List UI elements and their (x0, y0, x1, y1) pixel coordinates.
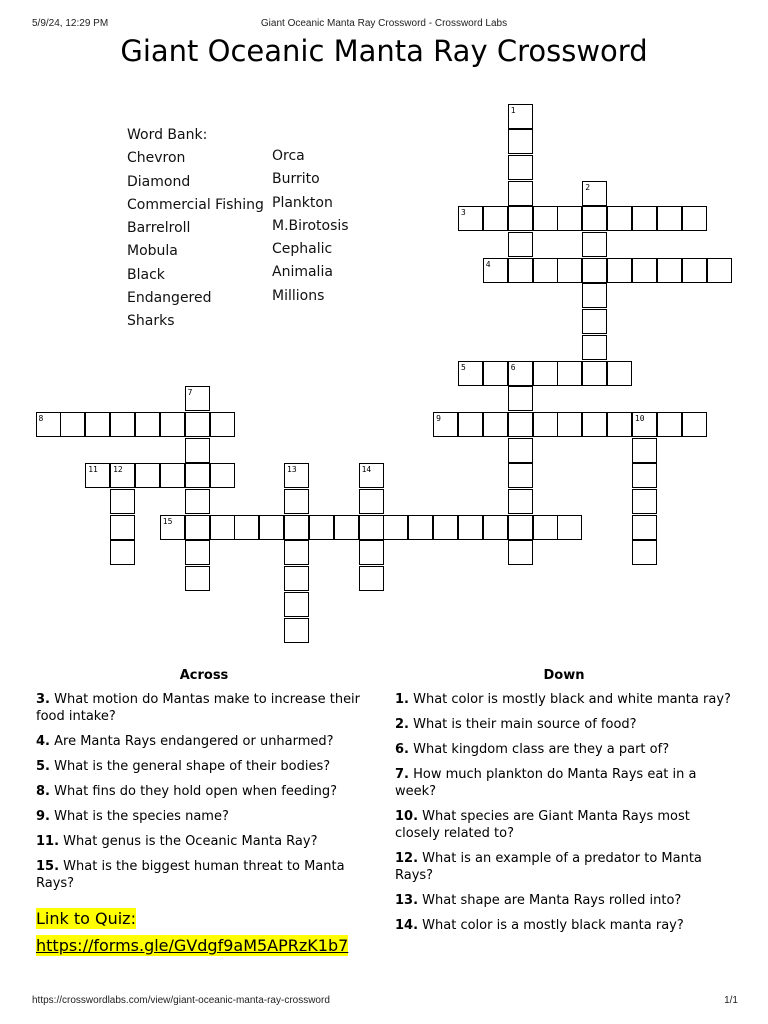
grid-cell[interactable] (508, 463, 533, 488)
cell-number: 4 (485, 259, 491, 269)
clue-number: 4. (36, 734, 50, 749)
grid-cell[interactable] (259, 515, 284, 540)
clue-across-5 (36, 758, 374, 775)
grid-cell[interactable] (582, 412, 607, 437)
clue-across-3 (36, 691, 374, 725)
cell-number: 7 (187, 388, 193, 398)
clue-across-11 (36, 833, 374, 850)
grid-cell[interactable] (210, 412, 235, 437)
across-clue-list (36, 691, 374, 900)
clue-number: 10. (395, 809, 419, 824)
grid-cell[interactable] (682, 258, 707, 283)
cell-number: 3 (461, 208, 466, 218)
cell-number: 15 (162, 516, 173, 526)
grid-cell[interactable] (284, 618, 309, 643)
grid-cell[interactable] (483, 258, 508, 283)
down-heading: Down (543, 668, 585, 683)
cell-number: 10 (634, 413, 645, 423)
word-bank-word: Mobula (127, 243, 178, 260)
grid-cell[interactable] (433, 412, 458, 437)
clue-text: What species are Giant Manta Rays most closely related to? (395, 809, 690, 841)
grid-cell[interactable] (135, 463, 160, 488)
grid-cell[interactable] (284, 489, 309, 514)
grid-cell[interactable] (533, 412, 558, 437)
word-bank-word: Black (127, 266, 165, 283)
grid-cell[interactable] (160, 463, 185, 488)
grid-cell[interactable] (557, 258, 582, 283)
grid-cell[interactable] (359, 540, 384, 565)
grid-cell[interactable] (110, 463, 135, 488)
quiz-link-label: Link to Quiz: (36, 909, 136, 928)
grid-cell[interactable] (557, 361, 582, 386)
grid-cell[interactable] (607, 206, 632, 231)
grid-cell[interactable] (508, 104, 533, 129)
cell-number: 14 (361, 465, 372, 475)
grid-cell[interactable] (483, 412, 508, 437)
print-page-number: 1/1 (724, 995, 738, 1006)
print-tab-title: Giant Oceanic Manta Ray Crossword - Crossword Labs (260, 18, 508, 29)
grid-cell[interactable] (607, 412, 632, 437)
clue-across-15 (36, 858, 374, 892)
clue-down-2 (395, 716, 733, 733)
grid-cell[interactable] (632, 540, 657, 565)
clue-down-1 (395, 691, 733, 708)
grid-cell[interactable] (607, 361, 632, 386)
grid-cell[interactable] (508, 386, 533, 411)
grid-cell[interactable] (359, 515, 384, 540)
clue-text: What is an example of a predator to Manta Rays? (395, 851, 702, 883)
cell-number: 5 (461, 362, 466, 372)
grid-cell[interactable] (582, 309, 607, 334)
grid-cell[interactable] (483, 515, 508, 540)
grid-cell[interactable] (359, 489, 384, 514)
grid-cell[interactable] (110, 489, 135, 514)
clue-number: 13. (395, 893, 419, 908)
word-bank-word: Animalia (272, 264, 333, 281)
grid-cell[interactable] (185, 386, 210, 411)
word-bank-word: Diamond (127, 173, 191, 190)
clue-down-6 (395, 741, 733, 758)
grid-cell[interactable] (582, 232, 607, 257)
grid-cell[interactable] (632, 515, 657, 540)
grid-cell[interactable] (557, 515, 582, 540)
grid-cell[interactable] (135, 412, 160, 437)
grid-cell[interactable] (582, 206, 607, 231)
grid-cell[interactable] (707, 258, 732, 283)
clue-down-12 (395, 850, 733, 884)
grid-cell[interactable] (632, 438, 657, 463)
grid-cell[interactable] (533, 206, 558, 231)
grid-cell[interactable] (657, 258, 682, 283)
grid-cell[interactable] (359, 463, 384, 488)
clue-number: 2. (395, 717, 409, 732)
clue-text: What is the biggest human threat to Manta Rays? (36, 859, 345, 891)
grid-cell[interactable] (433, 515, 458, 540)
grid-cell[interactable] (508, 361, 533, 386)
clue-text: What is their main source of food? (413, 717, 637, 732)
grid-cell[interactable] (533, 361, 558, 386)
page-title: Giant Oceanic Manta Ray Crossword (120, 34, 648, 68)
clue-text: What color is mostly black and white manta ray? (413, 692, 731, 707)
grid-cell[interactable] (682, 206, 707, 231)
grid-cell[interactable] (210, 463, 235, 488)
grid-cell[interactable] (284, 566, 309, 591)
grid-cell[interactable] (508, 438, 533, 463)
grid-cell[interactable] (110, 515, 135, 540)
grid-cell[interactable] (483, 206, 508, 231)
grid-cell[interactable] (185, 438, 210, 463)
clue-across-9 (36, 808, 374, 825)
grid-cell[interactable] (408, 515, 433, 540)
grid-cell[interactable] (234, 515, 259, 540)
grid-cell[interactable] (657, 412, 682, 437)
grid-cell[interactable] (458, 206, 483, 231)
cell-number: 8 (38, 413, 44, 423)
word-bank-word: Plankton (272, 194, 333, 211)
clue-text: How much plankton do Manta Rays eat in a week? (395, 767, 697, 799)
clue-down-14 (395, 917, 733, 934)
cell-number: 13 (287, 465, 297, 475)
clue-text: What shape are Manta Rays rolled into? (422, 893, 682, 908)
grid-cell[interactable] (284, 463, 309, 488)
clue-number: 3. (36, 692, 50, 707)
clue-number: 15. (36, 859, 60, 874)
clue-text: What fins do they hold open when feeding? (54, 784, 338, 799)
grid-cell[interactable] (383, 515, 408, 540)
grid-cell[interactable] (284, 540, 309, 565)
grid-cell[interactable] (185, 540, 210, 565)
grid-cell[interactable] (508, 155, 533, 180)
word-bank-word: Sharks (127, 313, 175, 330)
grid-cell[interactable] (483, 361, 508, 386)
quiz-link[interactable]: https://forms.gle/GVdgf9aM5APRzK1b7 (36, 936, 349, 955)
clue-down-7 (395, 766, 733, 800)
clue-text: What is the species name? (54, 809, 229, 824)
grid-cell[interactable] (110, 540, 135, 565)
print-date: 5/9/24, 12:29 PM (32, 18, 109, 29)
print-footer-url: https://crosswordlabs.com/view/giant-oceanic-manta-ray-crossword (32, 995, 330, 1006)
clue-text: What is the general shape of their bodies? (54, 759, 331, 774)
grid-cell[interactable] (508, 489, 533, 514)
grid-cell[interactable] (582, 283, 607, 308)
clue-text: What genus is the Oceanic Manta Ray? (63, 834, 318, 849)
clue-text: What color is a mostly black manta ray? (422, 918, 684, 933)
grid-cell[interactable] (632, 206, 657, 231)
grid-cell[interactable] (284, 592, 309, 617)
clue-number: 6. (395, 742, 409, 757)
word-bank-word: M.Birotosis (272, 217, 349, 234)
grid-cell[interactable] (85, 463, 110, 488)
clue-number: 14. (395, 918, 419, 933)
grid-cell[interactable] (160, 515, 185, 540)
grid-cell[interactable] (533, 515, 558, 540)
grid-cell[interactable] (508, 129, 533, 154)
grid-cell[interactable] (632, 489, 657, 514)
grid-cell[interactable] (632, 412, 657, 437)
word-bank-word: Chevron (127, 150, 186, 167)
clue-number: 5. (36, 759, 50, 774)
grid-cell[interactable] (185, 412, 210, 437)
grid-cell[interactable] (657, 206, 682, 231)
clue-down-10 (395, 808, 733, 842)
word-bank-word: Endangered (127, 290, 212, 307)
cell-number: 1 (510, 105, 516, 115)
grid-cell[interactable] (607, 258, 632, 283)
grid-cell[interactable] (508, 515, 533, 540)
grid-cell[interactable] (582, 258, 607, 283)
word-bank-word: Burrito (272, 171, 320, 188)
grid-cell[interactable] (210, 515, 235, 540)
clue-number: 9. (36, 809, 50, 824)
clue-number: 11. (36, 834, 60, 849)
grid-cell[interactable] (533, 258, 558, 283)
grid-cell[interactable] (85, 412, 110, 437)
grid-cell[interactable] (557, 206, 582, 231)
grid-cell[interactable] (508, 181, 533, 206)
clue-number: 1. (395, 692, 409, 707)
grid-cell[interactable] (632, 463, 657, 488)
word-bank-word: Millions (272, 287, 325, 304)
clue-text: What motion do Mantas make to increase their food intake? (36, 692, 361, 724)
grid-cell[interactable] (458, 515, 483, 540)
grid-cell[interactable] (582, 181, 607, 206)
grid-cell[interactable] (36, 412, 61, 437)
grid-cell[interactable] (508, 258, 533, 283)
cell-number: 11 (88, 465, 98, 475)
grid-cell[interactable] (458, 361, 483, 386)
word-bank-word: Barrelroll (127, 220, 191, 237)
grid-cell[interactable] (284, 515, 309, 540)
cell-number: 12 (113, 465, 123, 475)
cell-number: 2 (585, 182, 591, 192)
grid-cell[interactable] (632, 258, 657, 283)
cell-number: 9 (436, 413, 441, 423)
grid-cell[interactable] (557, 412, 582, 437)
cell-number: 6 (510, 362, 516, 372)
grid-cell[interactable] (60, 412, 85, 437)
clue-across-4 (36, 733, 374, 750)
down-clue-list (395, 691, 733, 942)
clue-across-8 (36, 783, 374, 800)
grid-cell[interactable] (508, 232, 533, 257)
word-bank-word: Orca (272, 148, 305, 164)
grid-cell[interactable] (508, 412, 533, 437)
clue-number: 7. (395, 767, 409, 782)
grid-cell[interactable] (508, 540, 533, 565)
grid-cell[interactable] (110, 412, 135, 437)
grid-cell[interactable] (185, 489, 210, 514)
grid-cell[interactable] (185, 566, 210, 591)
grid-cell[interactable] (160, 412, 185, 437)
word-bank-label: Word Bank: (127, 127, 208, 143)
grid-cell[interactable] (682, 412, 707, 437)
clue-down-13 (395, 892, 733, 909)
grid-cell[interactable] (582, 335, 607, 360)
grid-cell[interactable] (458, 412, 483, 437)
word-bank-word: Commercial Fishing (127, 196, 264, 213)
clue-text: What kingdom class are they a part of? (413, 742, 670, 757)
clue-number: 8. (36, 784, 50, 799)
grid-cell[interactable] (582, 361, 607, 386)
across-heading: Across (179, 668, 229, 683)
clue-text: Are Manta Rays endangered or unharmed? (54, 734, 334, 749)
grid-cell[interactable] (334, 515, 359, 540)
grid-cell[interactable] (185, 515, 210, 540)
grid-cell[interactable] (359, 566, 384, 591)
clue-number: 12. (395, 851, 419, 866)
word-bank-word: Cephalic (272, 241, 333, 258)
grid-cell[interactable] (309, 515, 334, 540)
grid-cell[interactable] (185, 463, 210, 488)
grid-cell[interactable] (508, 206, 533, 231)
